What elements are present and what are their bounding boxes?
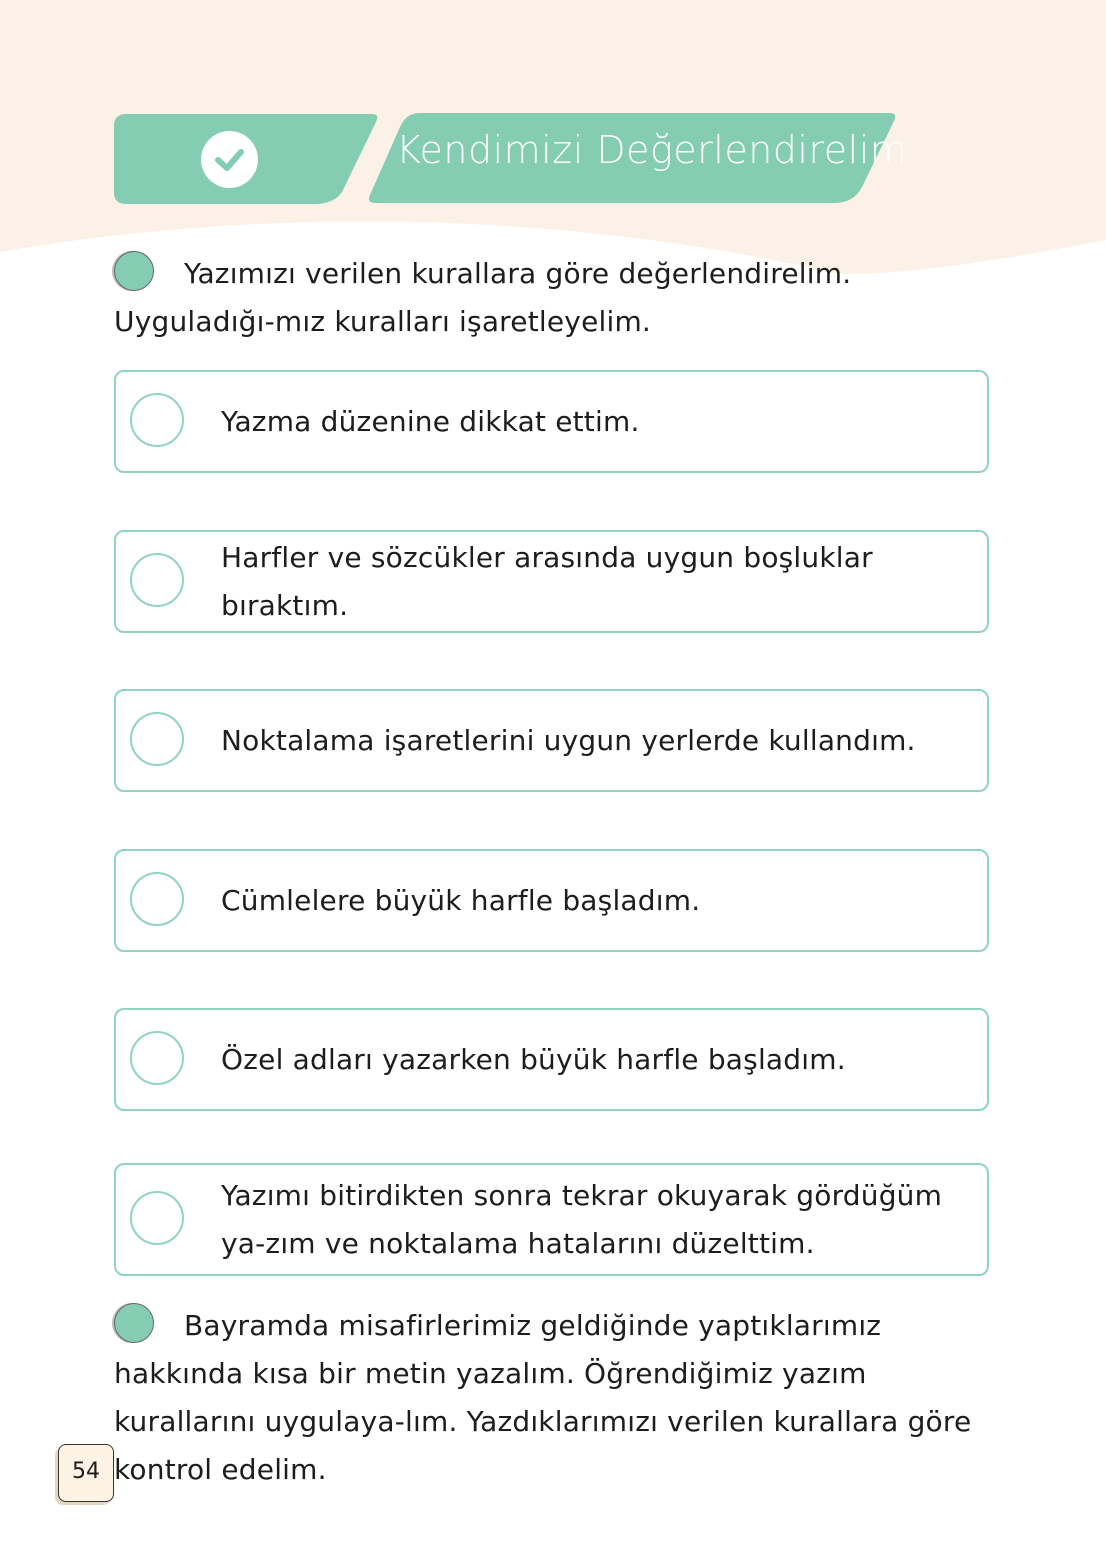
checklist-label: Özel adları yazarken büyük harfle başladım. bbox=[221, 1042, 846, 1076]
checklist-label: Yazma düzenine dikkat ettim. bbox=[221, 404, 640, 438]
section-title: Kendimizi Değerlendirelim bbox=[396, 128, 908, 172]
checkbox-circle[interactable] bbox=[130, 712, 184, 766]
check-circle-icon bbox=[201, 131, 258, 188]
checkbox-circle[interactable] bbox=[130, 393, 184, 447]
checklist-label: Cümlelere büyük harfle başladım. bbox=[221, 883, 701, 917]
page-number: 54 bbox=[58, 1444, 114, 1502]
bullet-icon bbox=[114, 1303, 154, 1343]
instruction-2-text: Bayramda misafirlerimiz geldiğinde yaptıklarımız hakkında kısa bir metin yazalım. Öğrendiğimiz yazım kurallarını uygulaya-lım. Yazdıklarımızı verilen kurallara göre kontrol edelim. bbox=[114, 1309, 972, 1486]
checkbox-circle[interactable] bbox=[130, 1191, 184, 1245]
checklist-label: Yazımı bitirdikten sonra tekrar okuyarak gördüğüm ya-zım ve noktalama hatalarını düzelttim. bbox=[221, 1178, 943, 1260]
checklist-item[interactable] bbox=[114, 1163, 989, 1276]
instruction-2 bbox=[114, 1302, 984, 1494]
bullet-icon bbox=[114, 251, 154, 291]
checklist-item[interactable] bbox=[114, 849, 989, 952]
checklist-item[interactable] bbox=[114, 370, 989, 473]
checklist-label: Harfler ve sözcükler arasında uygun boşluklar bıraktım. bbox=[221, 540, 873, 622]
checkbox-circle[interactable] bbox=[130, 553, 184, 607]
checkbox-circle[interactable] bbox=[130, 872, 184, 926]
checklist-label: Noktalama işaretlerini uygun yerlerde kullandım. bbox=[221, 723, 916, 757]
checklist-item[interactable] bbox=[114, 530, 989, 633]
checklist-item[interactable] bbox=[114, 689, 989, 792]
checkbox-circle[interactable] bbox=[130, 1031, 184, 1085]
checklist-item[interactable] bbox=[114, 1008, 989, 1111]
instruction-1-text: Yazımızı verilen kurallara göre değerlendirelim. Uyguladığı-mız kuralları işaretleyelim. bbox=[114, 257, 852, 338]
instruction-1 bbox=[114, 250, 984, 346]
